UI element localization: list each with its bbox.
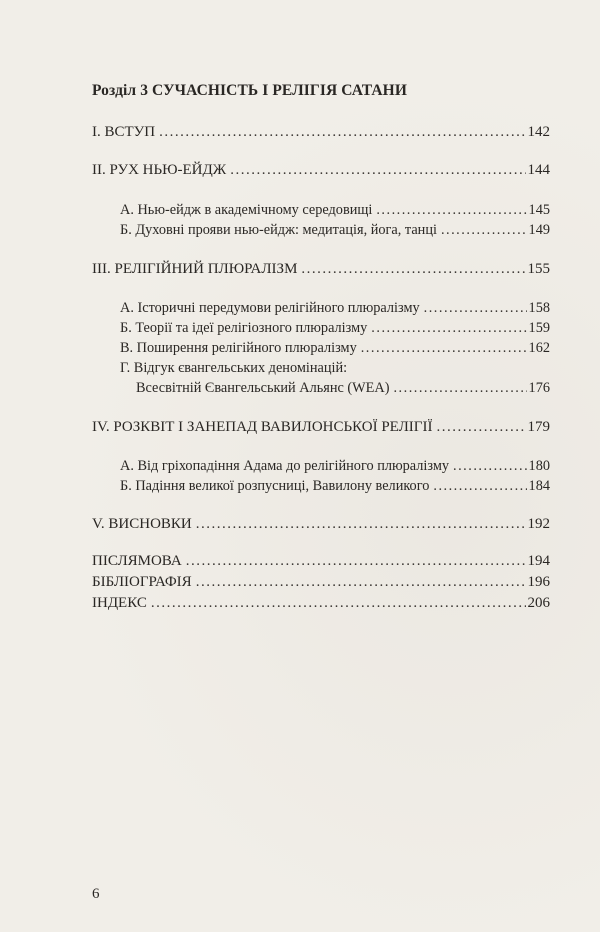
toc-entry-pluralism-g [136, 378, 550, 398]
dot-leader [196, 514, 526, 534]
toc-entry-label: ІНДЕКС [92, 595, 147, 611]
toc-entry-new-age-a [120, 200, 550, 220]
toc-page-number: 176 [528, 380, 550, 396]
toc-entry-label: Б. Духовні прояви нью-ейдж: медитація, йога, танці [120, 222, 437, 238]
toc-entry-conclusions [92, 514, 550, 534]
dot-leader [159, 122, 525, 142]
toc-entry-pluralism-a [120, 298, 550, 318]
toc-entry-index [92, 593, 550, 613]
toc-page-number: 179 [527, 419, 550, 435]
toc-entry-label: Б. Теорії та ідеї релігіозного плюралізму [120, 320, 368, 336]
toc-entry-label: I. ВСТУП [92, 124, 156, 140]
dot-leader [433, 476, 526, 496]
toc-entry-label: ПІСЛЯМОВА [92, 553, 182, 569]
toc-entry-label: В. Поширення релігійного плюралізму [120, 340, 357, 356]
toc-entry-babylon-a [120, 456, 550, 476]
toc-entry-new-age-b [120, 220, 550, 240]
toc-page-number: 142 [527, 124, 550, 140]
toc-page-number: 149 [528, 222, 550, 238]
toc-page-number: 184 [528, 478, 550, 494]
toc-page-number: 162 [528, 340, 550, 356]
toc-page-number: 194 [527, 553, 550, 569]
toc-entry-afterword [92, 551, 550, 571]
toc-entry-babylon-b [120, 476, 550, 496]
toc-entry-label: V. ВИСНОВКИ [92, 516, 192, 532]
toc-entry-label: А. Від гріхопадіння Адама до релігійного плюралізму [120, 458, 450, 474]
toc-page-number: 206 [527, 595, 550, 611]
section-title: Розділ 3 СУЧАСНІСТЬ І РЕЛІГІЯ САТАНИ [92, 82, 407, 99]
toc-page-number: 196 [527, 574, 550, 590]
toc-entry-label: IV. РОЗКВІТ І ЗАНЕПАД ВАВИЛОНСЬКОЇ РЕЛІГІЇ [92, 419, 433, 435]
dot-leader [436, 417, 525, 437]
toc-entry-pluralism-v [120, 338, 550, 358]
toc-entry-intro [92, 122, 550, 142]
toc-page-number: 192 [527, 516, 550, 532]
dot-leader [151, 593, 526, 613]
toc-entry-label: А. Історичні передумови релігійного плюралізму [120, 300, 420, 316]
toc-entry-label: II. РУХ НЬЮ-ЕЙДЖ [92, 162, 227, 178]
toc-page-number: 159 [528, 320, 550, 336]
dot-leader [371, 318, 526, 338]
toc-entry-label: III. РЕЛІГІЙНИЙ ПЛЮРАЛІЗМ [92, 261, 298, 277]
toc-entry-pluralism-b [120, 318, 550, 338]
toc-page-number: 180 [528, 458, 550, 474]
dot-leader [196, 572, 526, 592]
dot-leader [301, 259, 525, 279]
toc-page-number: 155 [527, 261, 550, 277]
dot-leader [424, 298, 527, 318]
dot-leader [186, 551, 526, 571]
toc-entry-label: БІБЛІОГРАФІЯ [92, 574, 192, 590]
dot-leader [393, 378, 526, 398]
toc-entry-pluralism-g-heading: Г. Відгук євангельських деномінацій: [120, 360, 348, 376]
dot-leader [361, 338, 527, 358]
toc-entry-babylon [92, 417, 550, 437]
page-number: 6 [92, 886, 100, 902]
dot-leader [230, 160, 525, 180]
toc-entry-pluralism [92, 259, 550, 279]
toc-entry-label: А. Нью-ейдж в академічному середовищі [120, 202, 373, 218]
toc-page-number: 158 [528, 300, 550, 316]
toc-page-number: 145 [528, 202, 550, 218]
dot-leader [453, 456, 527, 476]
toc-entry-bibliography [92, 572, 550, 592]
dot-leader [376, 200, 526, 220]
toc-entry-new-age [92, 160, 550, 180]
toc-entry-label: Б. Падіння великої розпусниці, Вавилону великого [120, 478, 430, 494]
toc-page-number: 144 [527, 162, 550, 178]
dot-leader [441, 220, 527, 240]
toc-entry-label: Всесвітній Євангельський Альянс (WEA) [136, 380, 390, 396]
